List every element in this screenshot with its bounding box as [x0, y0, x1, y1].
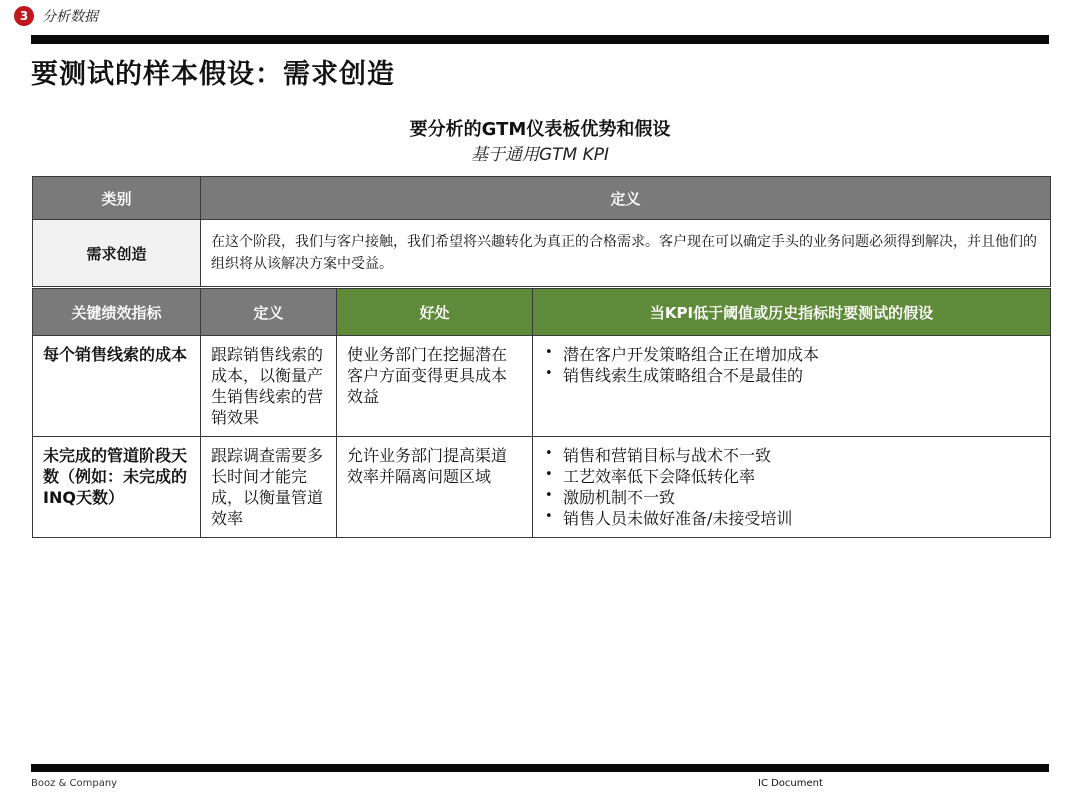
kpi-table-header [33, 289, 1051, 336]
footer-document-label: IC Document [758, 778, 823, 789]
list-item: • 激励机制不一致 [563, 487, 1040, 508]
header-kpi-definition: 定义 [201, 289, 337, 336]
definition-cell: 在这个阶段，我们与客户接触，我们希望将兴趣转化为真正的合格需求。客户现在可以确定手头的业务问题必须得到解决，并且他们的组织将从该解决方案中受益。 [201, 220, 1051, 287]
kpi-hypothesis-cell [533, 437, 1051, 538]
kpi-hypothesis-cell [533, 336, 1051, 437]
table-title: 要分析的GTM仪表板优势和假设 [409, 119, 671, 140]
bottom-divider [31, 764, 1049, 772]
kpi-name-cell: 每个销售线索的成本 [33, 336, 201, 437]
top-divider [31, 35, 1049, 44]
kpi-benefit-cell: 使业务部门在挖掘潜在客户方面变得更具成本效益 [337, 336, 533, 437]
list-item: • 工艺效率低下会降低转化率 [563, 466, 1040, 487]
footer-company: Booz & Company [31, 778, 118, 789]
table-subtitle: 基于通用GTM KPI [470, 145, 610, 165]
header-hypothesis: 当KPI低于阈值或历史指标时要测试的假设 [533, 289, 1051, 336]
list-item: • 销售线索生成策略组合不是最佳的 [563, 365, 1040, 386]
kpi-table [32, 288, 1051, 538]
table-row [33, 336, 1051, 437]
kpi-definition-cell: 跟踪调查需要多长时间才能完成，以衡量管道效率 [201, 437, 337, 538]
section-tag [14, 6, 98, 26]
hypothesis-list [543, 445, 1040, 529]
list-item: • 销售人员未做好准备/未接受培训 [563, 508, 1040, 529]
table-row [33, 437, 1051, 538]
category-cell: 需求创造 [33, 220, 201, 287]
hypothesis-list [543, 344, 1040, 386]
page-title: 要测试的样本假设：需求创造 [31, 59, 395, 90]
definition-row [33, 220, 1051, 287]
section-label: 分析数据 [42, 9, 98, 25]
definition-table-header [33, 177, 1051, 220]
list-item: • 销售和营销目标与战术不一致 [563, 445, 1040, 466]
header-benefit: 好处 [337, 289, 533, 336]
list-item: • 潜在客户开发策略组合正在增加成本 [563, 344, 1040, 365]
definition-table [32, 176, 1051, 287]
header-kpi: 关键绩效指标 [33, 289, 201, 336]
header-definition: 定义 [201, 177, 1051, 220]
section-number-badge: 3 [14, 6, 34, 26]
kpi-benefit-cell: 允许业务部门提高渠道效率并隔离问题区域 [337, 437, 533, 538]
kpi-definition-cell: 跟踪销售线索的成本，以衡量产生销售线索的营销效果 [201, 336, 337, 437]
header-category: 类别 [33, 177, 201, 220]
kpi-name-cell: 未完成的管道阶段天数（例如：未完成的INQ天数） [33, 437, 201, 538]
